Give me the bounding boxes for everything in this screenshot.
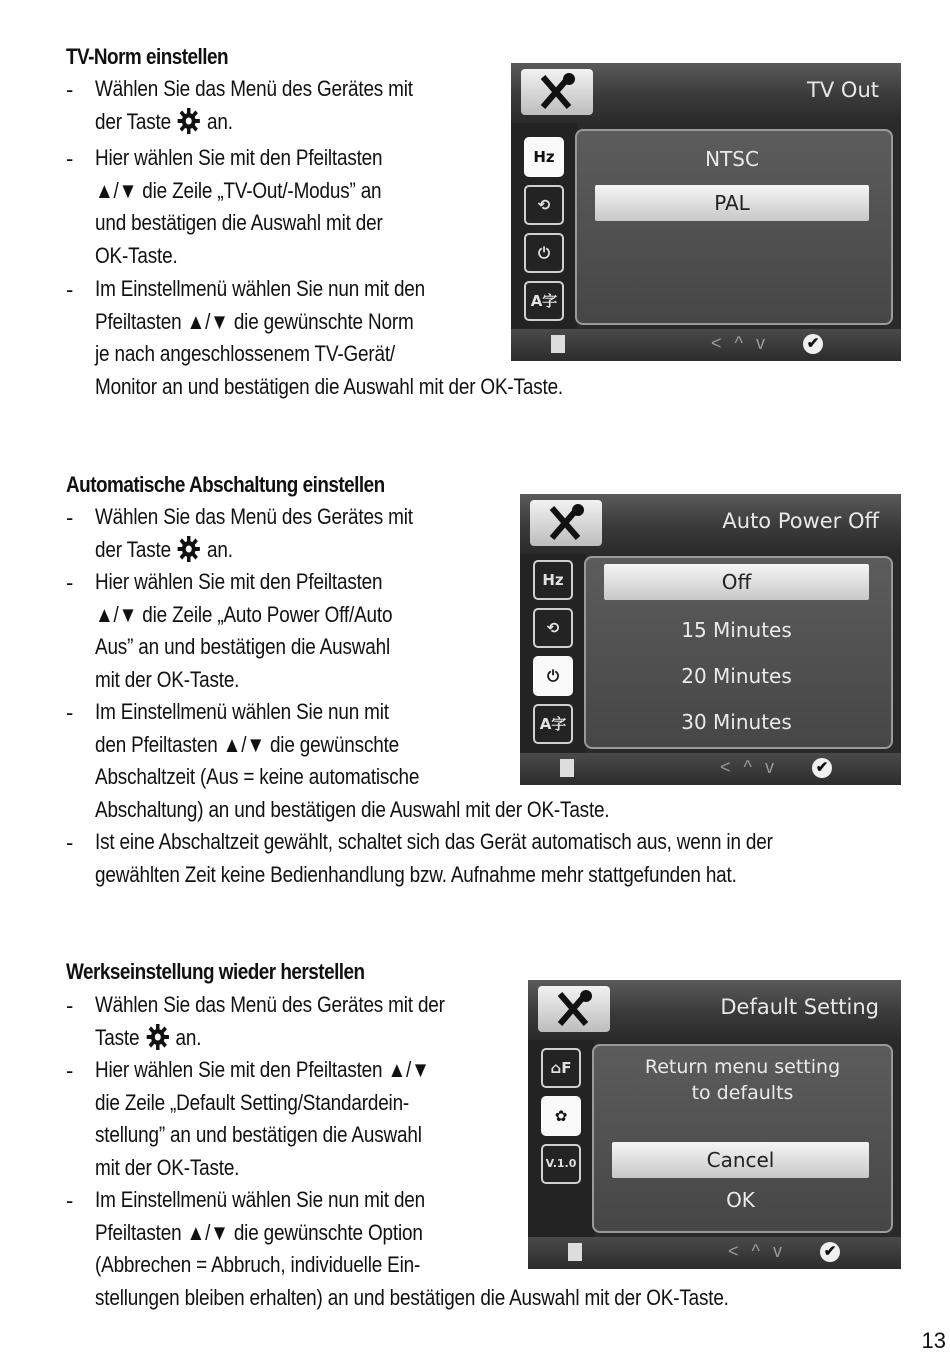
text-line: mit der OK-Taste. [95,1154,240,1180]
text-line: Pfeiltasten ▲/▼ die gewünschte Norm [95,308,414,334]
message-line: to defaults [691,1082,794,1104]
text-fragment: Taste [95,1024,140,1050]
text-line: (Abbrechen = Abbruch, individuelle Ein- [95,1252,421,1277]
camera-screen-tv-out [511,63,901,361]
text-fragment: an. [207,108,233,134]
text-line: Wählen Sie das Menü des Gerätes mit [95,504,413,529]
screen-header [511,63,901,123]
arrow-keys-icon: < ^ v [711,333,769,353]
language-icon[interactable]: A字 [524,281,564,321]
text-line: Ist eine Abschaltzeit gewählt, schaltet sich das Gerät automatisch aus, wenn in der [95,829,773,854]
text-line: Im Einstellmenü wählen Sie nun mit den [95,276,425,301]
bullet-text [95,501,413,566]
bullet-dash: - [66,1188,74,1213]
power-icon[interactable]: ⏻ [533,656,573,696]
screen-footer [520,753,901,785]
section-title: Automatische Abschaltung einstellen [66,472,385,497]
gear-icon [146,1024,168,1050]
bullet-dash: - [66,146,74,171]
text-fragment: der Taste [95,536,171,562]
screen-footer [511,329,901,361]
section-title: TV-Norm einstellen [66,44,229,69]
text-line: den Pfeiltasten ▲/▼ die gewünschte [95,731,400,757]
version-icon[interactable]: V.1.0 [541,1144,581,1184]
text-line: ▲/▼ die Zeile „TV-Out/-Modus” an [95,177,382,203]
bullet-text [95,989,445,1054]
text-line: Hier wählen Sie mit den Pfeiltasten [95,145,383,170]
text-line: OK-Taste. [95,242,178,268]
bullet-dash: - [66,505,74,530]
bullet-text [95,1054,430,1184]
bullet-dash: - [66,993,74,1018]
text-line: Pfeiltasten ▲/▼ die gewünschte Option [95,1219,423,1245]
screen-sidebar [528,1040,594,1237]
text-fragment: an. [207,536,233,562]
screen-sidebar [511,123,577,329]
document-icon [551,335,565,353]
text-line: mit der OK-Taste. [95,666,240,692]
arrow-keys-icon: < ^ v [728,1241,786,1261]
language-icon[interactable]: A字 [533,704,573,744]
text-line: Monitor an und bestätigen die Auswahl mit der OK-Taste. [95,373,564,399]
format-icon[interactable]: ⌂F [541,1048,581,1088]
document-icon [560,759,574,777]
screen-sidebar [520,554,586,753]
screen-footer [528,1237,901,1269]
screen-option-panel [584,556,893,749]
cancel-button[interactable]: Cancel [612,1142,869,1178]
text-line: Im Einstellmenü wählen Sie nun mit den [95,1187,425,1212]
power-icon[interactable]: ⏻ [524,233,564,273]
bullet-text [95,273,563,403]
page-number: 13 [921,1328,946,1353]
tools-icon [538,986,610,1032]
text-line: Hier wählen Sie mit den Pfeiltasten [95,569,383,594]
text-line [95,1022,445,1055]
text-line [95,106,484,139]
bullet-text [95,142,383,272]
settings-icon[interactable]: ✿ [541,1096,581,1136]
text-line: ▲/▼ die Zeile „Auto Power Off/Auto [95,601,393,627]
text-line: Wählen Sie das Menü des Gerätes mit [95,76,413,101]
text-line: Wählen Sie das Menü des Gerätes mit der [95,992,445,1017]
camera-screen-default-setting [528,980,901,1269]
ok-icon: ✔ [803,334,823,354]
screen-header [528,980,901,1040]
text-line: und bestätigen die Auswahl mit der [95,210,383,235]
tools-icon [530,500,602,546]
camera-screen-auto-power-off [520,494,901,785]
bullet-dash: - [66,700,74,725]
text-line: stellung” an und bestätigen die Auswahl [95,1122,422,1147]
option-off[interactable]: Off [604,564,869,600]
text-line: Aus” an und bestätigen die Auswahl [95,634,390,659]
screen-option-panel [575,129,893,325]
option-20-minutes[interactable]: 20 Minutes [681,664,792,688]
text-fragment: an. [175,1024,202,1050]
ok-icon: ✔ [820,1242,840,1262]
bullet-dash: - [66,1058,74,1083]
text-line [95,534,413,567]
option-ntsc[interactable]: NTSC [705,147,759,171]
bullet-dash: - [66,830,74,855]
text-line: stellungen bleiben erhalten) an und bestätigen die Auswahl mit der OK-Taste. [95,1284,729,1310]
message-line: Return menu setting [644,1056,841,1078]
option-15-minutes[interactable]: 15 Minutes [681,618,792,642]
text-line: Abschaltung) an und bestätigen die Auswahl mit der OK-Taste. [95,796,610,822]
option-30-minutes[interactable]: 30 Minutes [681,710,792,734]
ok-button[interactable]: OK [726,1188,755,1212]
bullet-text [95,826,773,891]
screen-header [520,494,901,554]
refresh-icon[interactable]: ⟲ [533,608,573,648]
tools-icon [521,69,593,115]
text-line: Hier wählen Sie mit den Pfeiltasten ▲/▼ [95,1057,430,1082]
refresh-icon[interactable]: ⟲ [524,185,564,225]
text-line: die Zeile „Default Setting/Standardein- [95,1089,410,1115]
text-line: Im Einstellmenü wählen Sie nun mit [95,699,389,724]
screen-title: Auto Power Off [722,509,879,533]
document-icon [568,1243,582,1261]
hz-icon[interactable]: Hz [524,137,564,177]
gear-icon [178,536,200,562]
hz-icon[interactable]: Hz [533,560,573,600]
gear-icon [178,108,200,134]
bullet-dash: - [66,277,74,302]
dialog-message [604,1054,881,1106]
arrow-keys-icon: < ^ v [720,757,778,777]
screen-option-panel [592,1044,893,1233]
ok-icon: ✔ [812,758,832,778]
section-title: Werkseinstellung wieder herstellen [66,959,365,984]
text-line: je nach angeschlossenem TV-Gerät/ [95,341,396,366]
screen-title: TV Out [807,78,879,102]
text-line: gewählten Zeit keine Bedienhandlung bzw. Aufnahme mehr stattgefunden hat. [95,861,737,887]
bullet-dash: - [66,77,74,102]
text-line: Abschaltzeit (Aus = keine automatische [95,764,420,789]
option-pal[interactable]: PAL [595,185,869,221]
bullet-text [95,566,392,696]
bullet-text [95,73,484,138]
bullet-dash: - [66,570,74,595]
text-fragment: der Taste [95,108,171,134]
screen-title: Default Setting [720,995,879,1019]
